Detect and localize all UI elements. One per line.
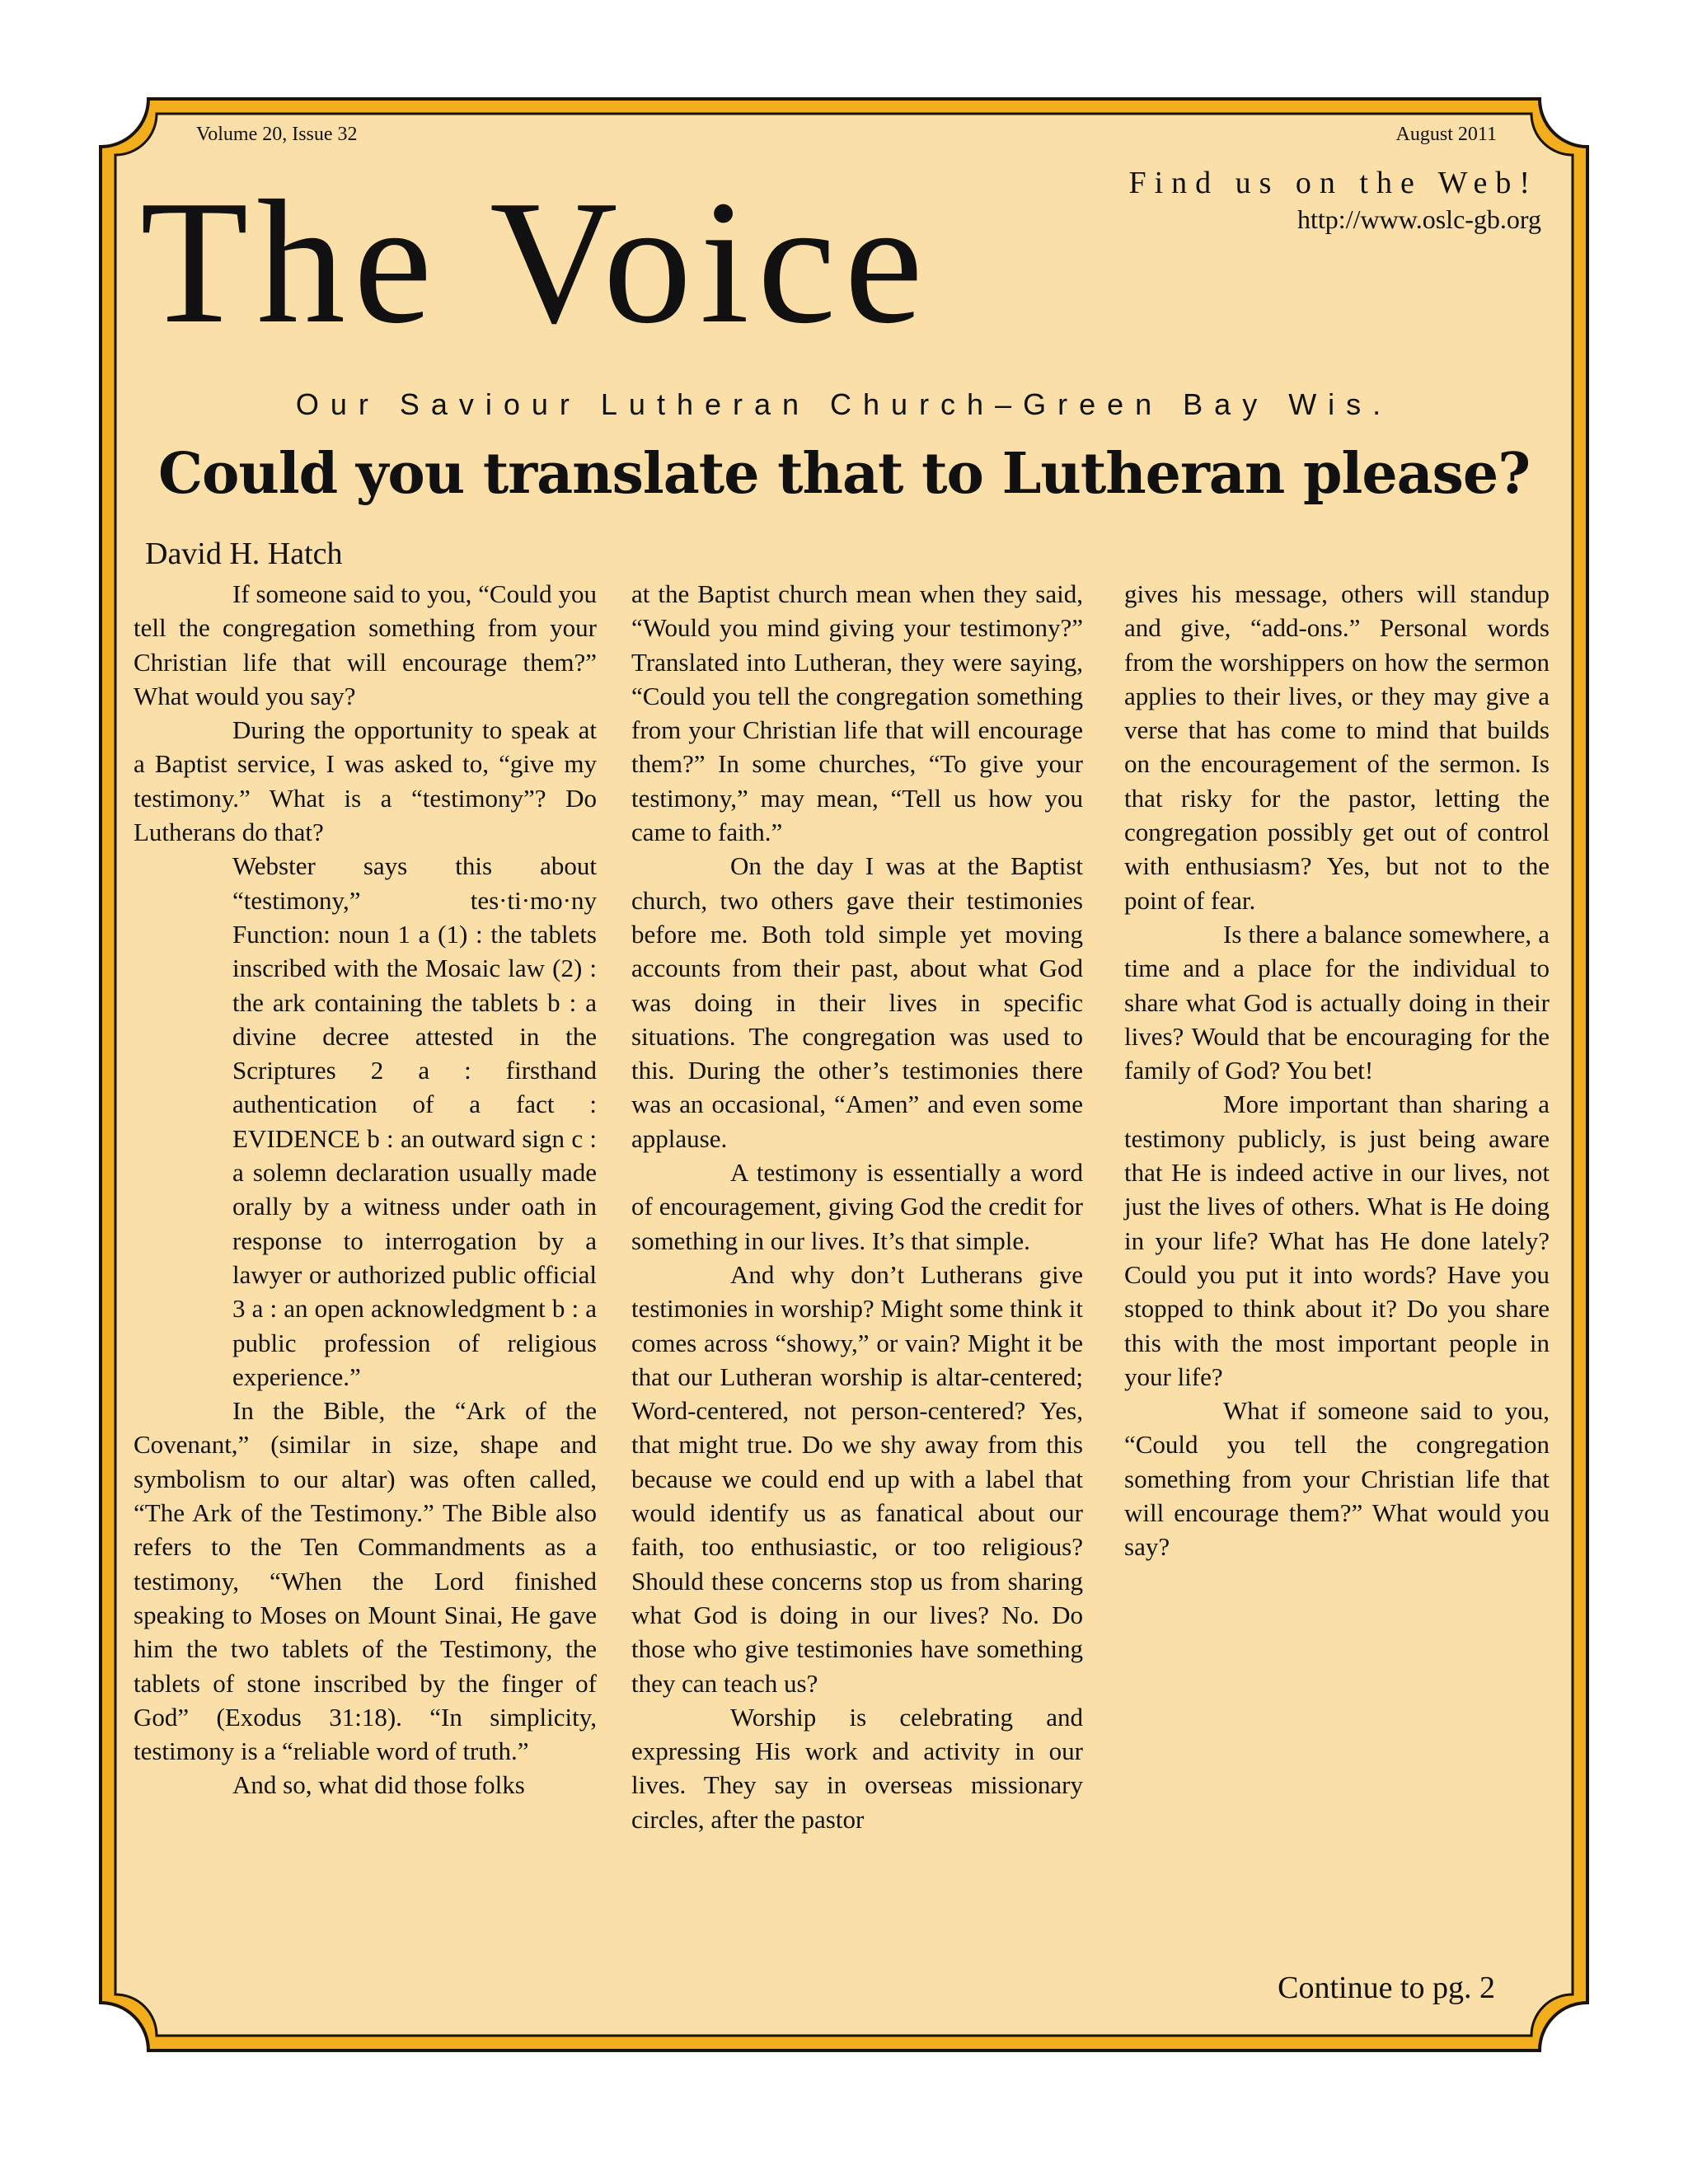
article-byline: David H. Hatch: [145, 537, 343, 571]
masthead-title: The Voice: [140, 163, 931, 360]
paragraph: On the day I was at the Baptist church, two others gave their testimonies before me. Both told simple yet moving accounts from their past, about what God was doing in their lives in specific situations. The congregation was used to this. During the other’s testimonies there was an occasional, “Amen” and even some applause.: [631, 851, 1083, 1153]
paragraph: Is there a balance somewhere, a time and a place for the individual to share what God is actually doing in their lives? Would that be encouraging for the family of God? You bet!: [1124, 919, 1550, 1085]
dictionary-definition: Webster says this about “testimony,” tes·ti·mo·ny Function: noun 1 a (1) : the tablets inscribed with the Mosaic law (2) : the ark containing the tablets b : a divine decree attested in the Scriptures 2 a : firsthand authentication of a fact : EVIDENCE b : an outward sign c : a solemn declaration usually made orally by a witness under oath in response to interrogation by a lawyer or authorized public official 3 a : an open acknowledgment b : a public profession of religious experience.”: [232, 851, 597, 1391]
article-column-2: [631, 577, 1083, 1836]
paragraph: What if someone said to you, “Could you tell the congregation something from your Christian life that will encourage them?” What would you say?: [1124, 1396, 1550, 1562]
paragraph: at the Baptist church mean when they said, “Would you mind giving your testimony?” Translated into Lutheran, they were saying, “Could you tell the congregation something from your Christian life that will encourage them?” In some churches, “To give your testimony,” may mean, “Tell us how you came to faith.”: [631, 579, 1083, 847]
paragraph: During the opportunity to speak at a Baptist service, I was asked to, “give my testimony.” What is a “testimony”? Do Lutherans do that?: [134, 715, 597, 847]
paragraph: In the Bible, the “Ark of the Covenant,” (similar in size, shape and symbolism to our altar) was often called, “The Ark of the Testimony.” The Bible also refers to the Ten Commandments as a testimony, “When the Lord finished speaking to Moses on Mount Sinai, He gave him the two tablets of the Testimony, the tablets of stone inscribed by the finger of God” (Exodus 31:18). “In simplicity, testimony is a “reliable word of truth.”: [134, 1396, 597, 1766]
paragraph: A testimony is essentially a word of encouragement, giving God the credit for something in our lives. It’s that simple.: [631, 1158, 1083, 1255]
paragraph: If someone said to you, “Could you tell the congregation something from your Christian life that will encourage them?” What would you say?: [134, 579, 597, 710]
paragraph: More important than sharing a testimony publicly, is just being aware that He is indeed active in our lives, not just the lives of others. What is He doing in your life? What has He done lately? Could you put it into words? Have you stopped to think about it? Do you share this with the most important people in your life?: [1124, 1090, 1550, 1391]
church-name: Our Saviour Lutheran Church–Green Bay Wis.: [295, 387, 1393, 421]
paragraph: gives his message, others will standup and give, “add-ons.” Personal words from the worshippers on how the sermon applies to their lives, or they may give a verse that has come to mind that builds on the encouragement of the sermon. Is that risky for the pastor, letting the congregation possibly get out of control with enthusiasm? Yes, but not to the point of fear.: [1124, 579, 1550, 915]
paragraph: Worship is celebrating and expressing His work and activity in our lives. They say in overseas missionary circles, after the pastor: [631, 1702, 1083, 1834]
article-headline: Could you translate that to Lutheran please?: [157, 441, 1531, 507]
article-column-3: [1124, 577, 1550, 1564]
continue-link[interactable]: Continue to pg. 2: [1278, 1971, 1495, 2005]
issue-date: August 2011: [1395, 124, 1497, 145]
find-us-label: Find us on the Web!: [1128, 166, 1538, 200]
paragraph: And so, what did those folks: [232, 1770, 525, 1800]
paragraph: And why don’t Lutherans give testimonies in worship? Might some think it comes across “showy,” or vain? Might it be that our Lutheran worship is altar-centered; Word-centered, not person-centered? Yes, that might true. Do we shy away from this because we could end up with a label that would identify us as fanatical about our faith, too enthusiastic, or too religious? Should these concerns stop us from sharing what God is doing in our lives? No. Do those who give testimonies have something they can teach us?: [631, 1259, 1083, 1698]
volume-issue: Volume 20, Issue 32: [196, 124, 358, 145]
website-link[interactable]: http://www.oslc-gb.org: [1297, 204, 1541, 234]
article-column-1: [134, 577, 597, 1802]
